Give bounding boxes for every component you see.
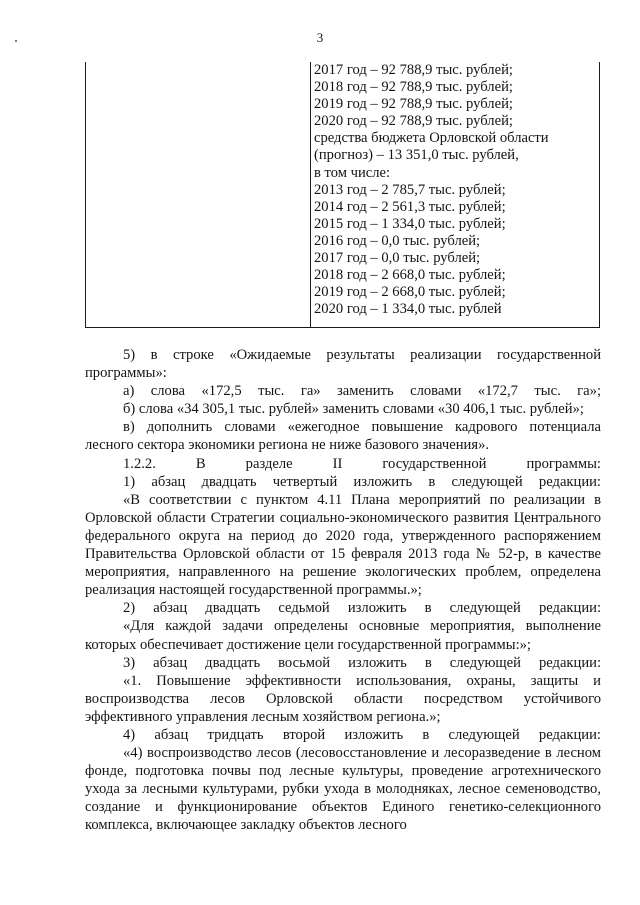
table-line: 2020 год – 92 788,9 тыс. рублей; [314,113,513,130]
paragraph: 1) абзац двадцать четвертый изложить в следующей редакции: [123,473,601,490]
table-line: 2017 год – 92 788,9 тыс. рублей; [314,62,513,78]
paragraph: в) дополнить словами «ежегодное повышение кадрового потенциала лесного сектора экономики региона не ниже базового значения». [85,419,601,454]
paragraph: «Для каждой задачи определены основные мероприятия, выполнение которых обеспечивает достижение цели государственной программы:»; [85,618,601,653]
table-line: 2018 год – 2 668,0 тыс. рублей; [314,267,506,284]
paragraph: «В соответствии с пунктом 4.11 Плана мероприятий по реализации в Орловской области Стратегии социально-экономического развития Центрального федерального округа на период до 2020 года, утвержденного распоряжением Правительства Орловской области от 15 февраля 2013 года № 52-р, в качестве мероприятия, направленного на решение экологических проблем, определена реализация настоящей государственной программы.»; [85,491,601,599]
table-line: 2013 год – 2 785,7 тыс. рублей; [314,181,506,198]
paragraph: 5) в строке «Ожидаемые результаты реализации государственной программы»: [85,347,601,382]
document-body [85,346,601,835]
paragraph: 1.2.2. В разделе II государственной программы: [123,455,601,472]
paragraph: 3) абзац двадцать восьмой изложить в следующей редакции: [123,654,601,671]
table-line: 2018 год – 92 788,9 тыс. рублей; [314,79,513,96]
table-right-cell [314,62,599,318]
table-line: 2017 год – 0,0 тыс. рублей; [314,250,481,267]
table-line: 2016 год – 0,0 тыс. рублей; [314,232,481,249]
paragraph: 2) абзац двадцать седьмой изложить в следующей редакции: [123,600,601,617]
table-line: 2020 год – 1 334,0 тыс. рублей [314,301,502,318]
table-line: 2014 год – 2 561,3 тыс. рублей; [314,198,506,215]
table-line: 2019 год – 2 668,0 тыс. рублей; [314,284,506,301]
table-left-cell [86,62,311,327]
table-line: 2015 год – 1 334,0 тыс. рублей; [314,215,506,232]
paragraph: «1. Повышение эффективности использования, охраны, защиты и воспроизводства лесов Орловской области посредством устойчивого эффективного управления лесным хозяйством региона.»; [85,672,601,725]
table-line: в том числе: [314,164,391,181]
table-line: средства бюджета Орловской области [314,130,549,147]
table-line: (прогноз) – 13 351,0 тыс. рублей, [314,147,519,164]
paragraph: «4) воспроизводство лесов (лесовосстановление и лесоразведение в лесном фонде, подготовка почвы под лесные культуры, проведение агротехнического ухода за лесными культурами, рубки ухода в молодняках, лесное семеноводство, создание и функционирование объектов Единого генетико-селекционного комплекса, включающее закладку объектов лесного [85,745,601,834]
paragraph: б) слова «34 305,1 тыс. рублей» заменить словами «30 406,1 тыс. рублей»; [123,401,584,418]
passport-table [85,62,600,328]
paragraph: 4) абзац тридцать второй изложить в следующей редакции: [123,726,601,743]
table-line: 2019 год – 92 788,9 тыс. рублей; [314,96,513,113]
page-number: 3 [316,30,324,45]
paragraph: а) слова «172,5 тыс. га» заменить словами «172,7 тыс. га»; [123,383,601,400]
